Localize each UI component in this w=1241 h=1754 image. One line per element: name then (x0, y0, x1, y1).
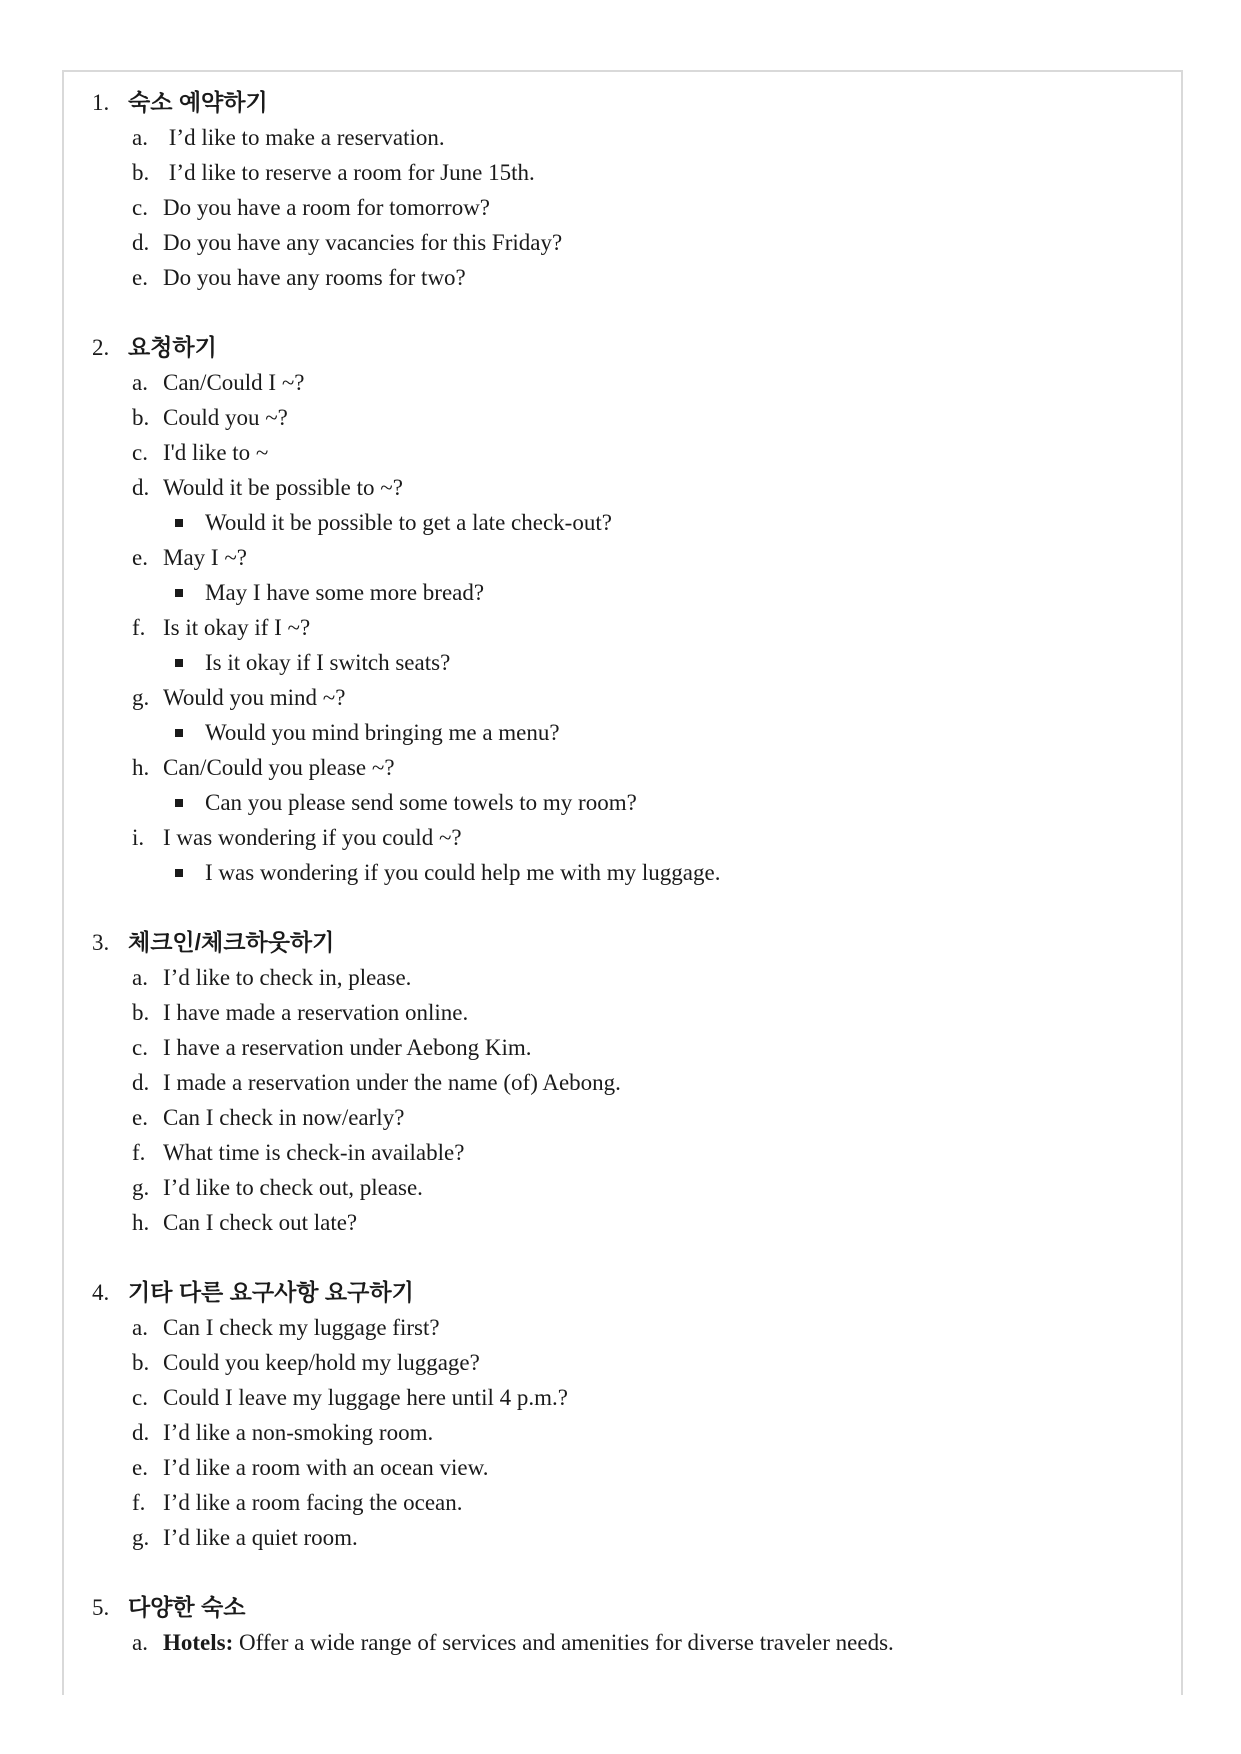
sub-item-text: Would you mind bringing me a menu? (205, 720, 560, 745)
item-text: I’d like to reserve a room for June 15th. (163, 160, 535, 185)
item-text: I'd like to ~ (163, 440, 269, 465)
list-item (64, 1520, 1181, 1555)
list-item (64, 750, 1181, 785)
item-text: I have made a reservation online. (163, 1000, 469, 1025)
square-bullet-icon (175, 589, 183, 597)
item-marker: e. (132, 1455, 148, 1480)
list-item (64, 1415, 1181, 1450)
item-marker: a. (132, 965, 148, 990)
item-text: What time is check-in available? (163, 1140, 465, 1165)
item-marker: d. (132, 1420, 150, 1445)
sub-item-text: I was wondering if you could help me with my luggage. (205, 860, 721, 885)
item-text: I’d like a room with an ocean view. (163, 1455, 489, 1480)
list-item (64, 1345, 1181, 1380)
item-marker: g. (132, 1175, 150, 1200)
list-item (64, 155, 1181, 190)
item-text: I’d like to make a reservation. (163, 125, 445, 150)
item-text: I’d like a quiet room. (163, 1525, 358, 1550)
item-marker: b. (132, 1350, 150, 1375)
item-marker: g. (132, 1525, 150, 1550)
list-item (64, 540, 1181, 575)
item-text: Is it okay if I ~? (163, 615, 311, 640)
section-gap (64, 295, 1181, 330)
item-text: Hotels: Offer a wide range of services and amenities for diverse traveler needs. (163, 1630, 894, 1655)
item-marker: c. (132, 1035, 148, 1060)
item-text: Could I leave my luggage here until 4 p.m.? (163, 1385, 568, 1410)
item-marker: h. (132, 1210, 150, 1235)
item-text: Would you mind ~? (163, 685, 346, 710)
list-item (64, 1625, 1181, 1660)
list-item (64, 470, 1181, 505)
item-marker: e. (132, 265, 148, 290)
item-text: May I ~? (163, 545, 247, 570)
sub-item-text: Can you please send some towels to my room? (205, 790, 637, 815)
sub-list-item (64, 575, 1181, 610)
section-header-row (64, 1275, 1181, 1310)
sub-list-item (64, 715, 1181, 750)
section-gap (64, 890, 1181, 925)
sub-list-item (64, 785, 1181, 820)
sub-list-item (64, 645, 1181, 680)
list-item (64, 1450, 1181, 1485)
item-text: I have a reservation under Aebong Kim. (163, 1035, 532, 1060)
list-item (64, 400, 1181, 435)
section-number: 1. (92, 90, 110, 115)
list-item (64, 1065, 1181, 1100)
item-text: I’d like to check in, please. (163, 965, 412, 990)
item-text: Would it be possible to ~? (163, 475, 403, 500)
item-marker: f. (132, 615, 146, 640)
item-text: I made a reservation under the name (of) Aebong. (163, 1070, 621, 1095)
section-header-row (64, 925, 1181, 960)
item-marker: d. (132, 475, 150, 500)
item-text: I’d like a room facing the ocean. (163, 1490, 463, 1515)
list-item (64, 260, 1181, 295)
list-item (64, 1100, 1181, 1135)
list-item (64, 1380, 1181, 1415)
item-marker: d. (132, 230, 150, 255)
item-marker: c. (132, 440, 148, 465)
item-text: I was wondering if you could ~? (163, 825, 462, 850)
item-marker: h. (132, 755, 150, 780)
list-item (64, 960, 1181, 995)
document-page (62, 70, 1183, 1695)
list-item (64, 610, 1181, 645)
square-bullet-icon (175, 729, 183, 737)
item-marker: d. (132, 1070, 150, 1095)
document-content (64, 85, 1181, 1660)
list-item (64, 435, 1181, 470)
list-item (64, 1310, 1181, 1345)
section-header-row (64, 1590, 1181, 1625)
list-item (64, 225, 1181, 260)
sub-item-text: Is it okay if I switch seats? (205, 650, 451, 675)
list-item (64, 680, 1181, 715)
list-item (64, 365, 1181, 400)
item-marker: b. (132, 405, 150, 430)
section-gap (64, 1555, 1181, 1590)
item-text: Could you ~? (163, 405, 288, 430)
section-number: 5. (92, 1595, 110, 1620)
section-header-row (64, 330, 1181, 365)
item-marker: c. (132, 1385, 148, 1410)
item-bold-prefix: Hotels: (163, 1630, 234, 1655)
section-title: 기타 다른 요구사항 요구하기 (128, 1279, 414, 1305)
list-item (64, 1030, 1181, 1065)
item-text: Can I check in now/early? (163, 1105, 405, 1130)
list-item (64, 120, 1181, 155)
item-marker: a. (132, 370, 148, 395)
item-marker: e. (132, 1105, 148, 1130)
item-text: Do you have a room for tomorrow? (163, 195, 491, 220)
item-marker: a. (132, 1630, 148, 1655)
list-item (64, 1205, 1181, 1240)
item-marker: e. (132, 545, 148, 570)
item-marker: g. (132, 685, 150, 710)
list-item (64, 1485, 1181, 1520)
item-text: Can/Could you please ~? (163, 755, 395, 780)
item-text: Do you have any rooms for two? (163, 265, 466, 290)
item-marker: c. (132, 195, 148, 220)
item-text: Can I check out late? (163, 1210, 358, 1235)
item-text: Can I check my luggage first? (163, 1315, 440, 1340)
section-number: 3. (92, 930, 110, 955)
item-marker: a. (132, 1315, 148, 1340)
item-text: Could you keep/hold my luggage? (163, 1350, 480, 1375)
list-item (64, 1170, 1181, 1205)
section-number: 4. (92, 1280, 110, 1305)
section-title: 체크인/체크하웃하기 (128, 929, 335, 955)
section-number: 2. (92, 335, 110, 360)
item-marker: b. (132, 1000, 150, 1025)
square-bullet-icon (175, 869, 183, 877)
sub-item-text: May I have some more bread? (205, 580, 485, 605)
list-item (64, 995, 1181, 1030)
square-bullet-icon (175, 659, 183, 667)
item-marker: i. (132, 825, 145, 850)
sub-item-text: Would it be possible to get a late check-out? (205, 510, 612, 535)
section-title: 숙소 예약하기 (128, 89, 268, 115)
item-text: Can/Could I ~? (163, 370, 305, 395)
item-marker: f. (132, 1140, 146, 1165)
sub-list-item (64, 505, 1181, 540)
item-marker: a. (132, 125, 148, 150)
item-marker: f. (132, 1490, 146, 1515)
item-text: I’d like a non-smoking room. (163, 1420, 434, 1445)
section-title: 요청하기 (128, 334, 217, 360)
item-text: I’d like to check out, please. (163, 1175, 423, 1200)
list-item (64, 820, 1181, 855)
item-marker: b. (132, 160, 150, 185)
item-text: Do you have any vacancies for this Friday? (163, 230, 563, 255)
section-header-row (64, 85, 1181, 120)
section-title: 다양한 숙소 (128, 1594, 246, 1620)
square-bullet-icon (175, 799, 183, 807)
square-bullet-icon (175, 519, 183, 527)
sub-list-item (64, 855, 1181, 890)
section-gap (64, 1240, 1181, 1275)
list-item (64, 1135, 1181, 1170)
list-item (64, 190, 1181, 225)
